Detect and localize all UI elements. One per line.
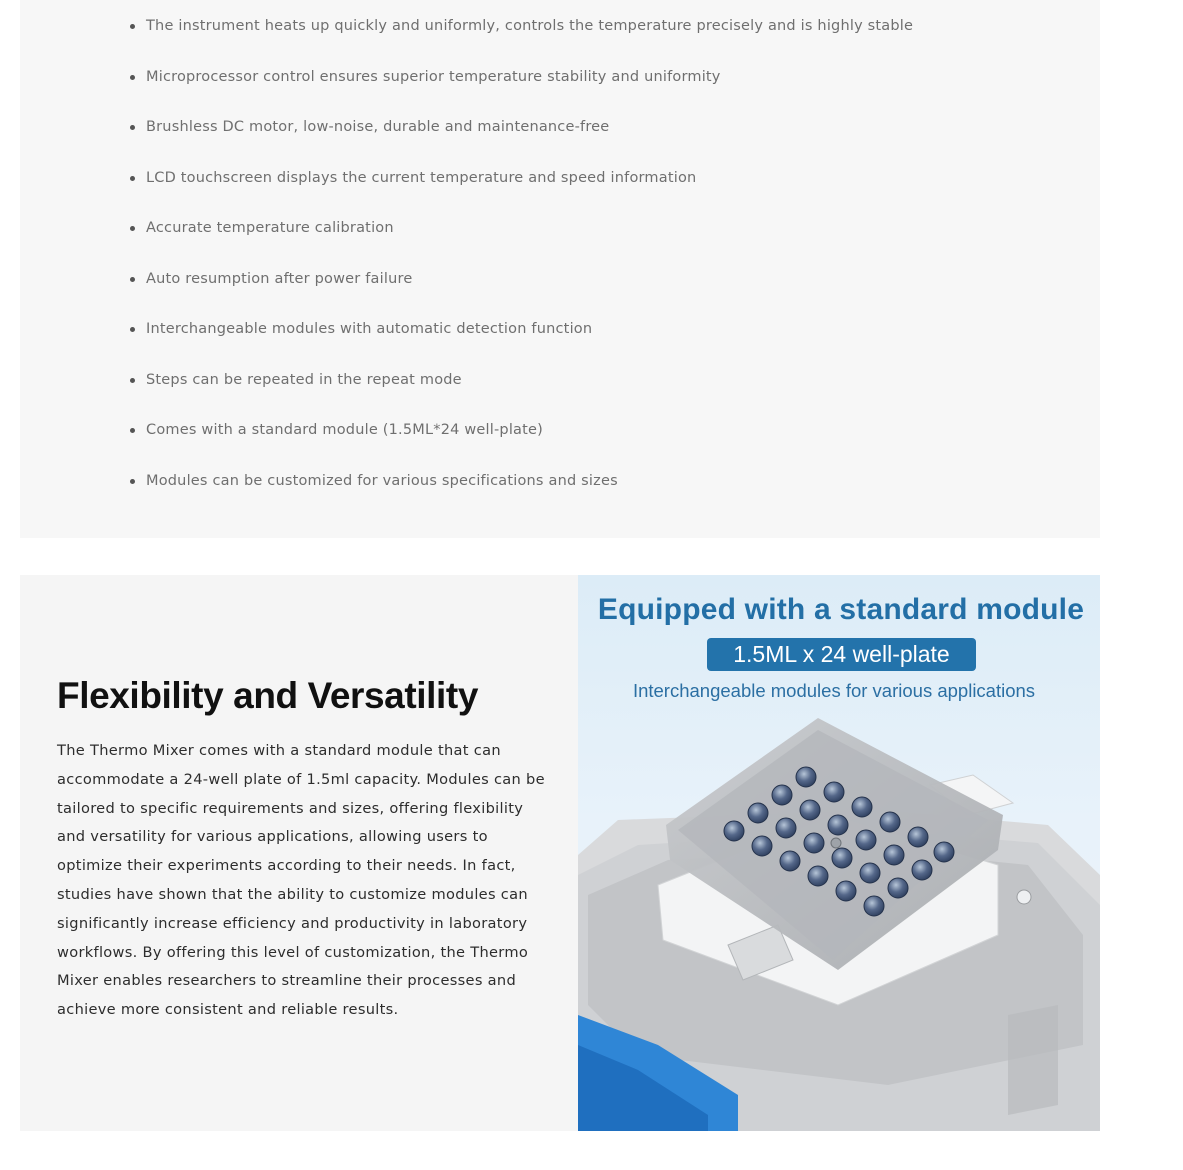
feature-item [130,469,913,520]
bullet-icon [130,176,135,181]
feature-text: LCD touchscreen displays the current temperature and speed information [146,169,697,186]
feature-item [130,368,913,419]
feature-text: Accurate temperature calibration [146,220,394,236]
feature-item [130,65,913,116]
feature-text: Interchangeable modules with automatic detection function [146,321,593,337]
feature-item [130,166,913,217]
flexibility-text-block [57,675,547,1025]
feature-text: Brushless DC motor, low-noise, durable and maintenance-free [146,119,610,135]
feature-text: Modules can be customized for various specifications and sizes [146,472,618,489]
section-title: Flexibility and Versatility [57,675,479,716]
bullet-icon [130,226,135,231]
feature-list [130,14,913,519]
feature-item [130,317,913,368]
bullet-icon [130,277,135,282]
bullet-icon [130,378,135,383]
bullet-icon [130,327,135,332]
bullet-icon [130,125,135,130]
feature-text: Steps can be repeated in the repeat mode [146,371,462,388]
feature-item [130,115,913,166]
feature-item [130,267,913,318]
feature-text: The instrument heats up quickly and uniformly, controls the temperature precisely and is highly stable [146,18,914,34]
feature-text: Auto resumption after power failure [146,270,413,287]
product-image [578,575,1100,1131]
feature-item [130,216,913,267]
bullet-icon [130,75,135,80]
bullet-icon [130,479,135,484]
feature-item [130,14,913,65]
feature-text: Comes with a standard module (1.5ML*24 well-plate) [146,422,544,438]
promo-badge: 1.5ML x 24 well-plate [707,638,976,671]
promo-subheadline: Interchangeable modules for various applications [632,680,1036,701]
bullet-icon [130,428,135,433]
section-body: The Thermo Mixer comes with a standard module that can accommodate a 24-well plate of 1.5ml capacity. Modules can be tailored to specific requirements and sizes, offering flexibility and versatility for various applications, allowing users to optimize their experiments according to their needs. In fact, studies have shown that the ability to customize modules can significantly increase efficiency and productivity in laboratory workflows. By offering this level of customization, the Thermo Mixer enables researchers to streamline their processes and achieve more consistent and reliable results. [57,742,545,1019]
bullet-icon [130,24,135,29]
feature-item [130,418,913,469]
features-section [20,0,1100,538]
promo-headline: Equipped with a standard module [597,593,1085,626]
feature-text: Microprocessor control ensures superior temperature stability and uniformity [146,68,721,85]
